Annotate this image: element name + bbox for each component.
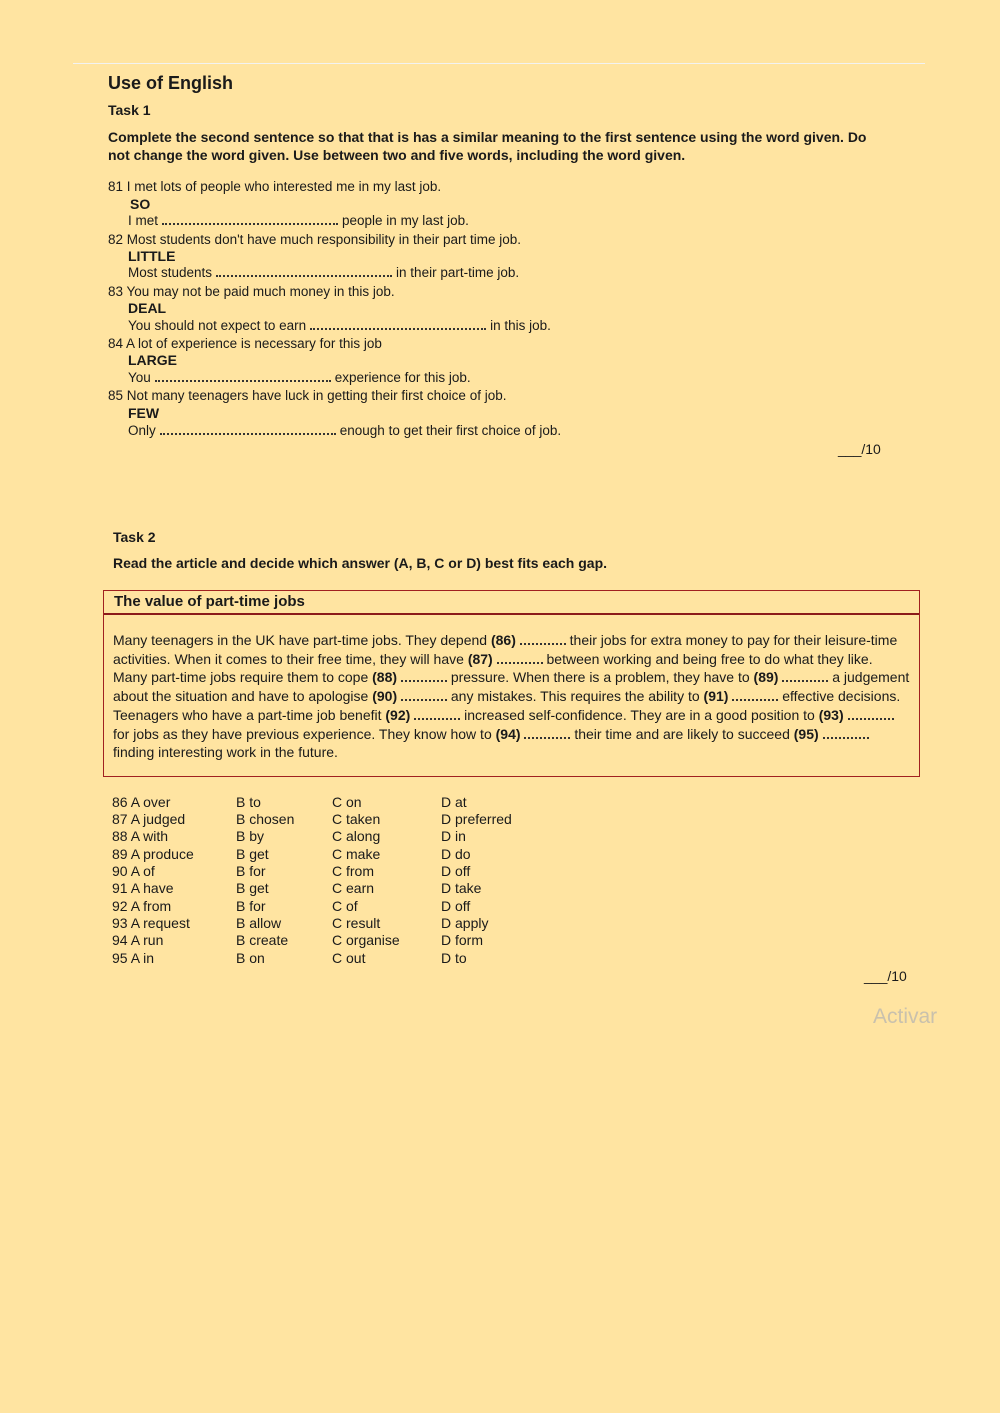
article-title: The value of part-time jobs bbox=[104, 591, 919, 615]
article-segment: a judgement about the situation and have to apologise bbox=[113, 669, 910, 705]
answer-after: in their part-time job. bbox=[396, 265, 520, 280]
answer-after: experience for this job. bbox=[334, 370, 471, 385]
keyword-83: DEAL bbox=[128, 300, 167, 316]
answer-before: I met bbox=[128, 213, 159, 228]
answer-line-84 bbox=[128, 370, 471, 385]
option-90-b[interactable]: B for bbox=[236, 863, 266, 879]
page-title: Use of English bbox=[108, 73, 234, 93]
keyword-85: FEW bbox=[128, 405, 160, 421]
option-86-d[interactable]: D at bbox=[441, 794, 467, 810]
task2-score: ___/10 bbox=[864, 968, 907, 984]
gap-92[interactable] bbox=[414, 708, 460, 720]
option-90-d[interactable]: D off bbox=[441, 863, 471, 879]
question-83: 83 You may not be paid much money in this job. bbox=[108, 284, 395, 299]
gap-number-92: (92) bbox=[385, 706, 411, 723]
option-93-a[interactable]: 93 A request bbox=[112, 915, 190, 931]
question-81: 81 I met lots of people who interested me in my last job. bbox=[108, 179, 442, 194]
option-93-d[interactable]: D apply bbox=[441, 915, 489, 931]
gap-88[interactable] bbox=[401, 670, 447, 682]
option-93-b[interactable]: B allow bbox=[236, 915, 282, 931]
gap-number-91: (91) bbox=[703, 688, 729, 705]
keyword-84: LARGE bbox=[128, 352, 177, 368]
option-95-a[interactable]: 95 A in bbox=[112, 950, 155, 966]
option-94-a[interactable]: 94 A run bbox=[112, 932, 164, 948]
option-91-b[interactable]: B get bbox=[236, 880, 269, 896]
option-88-b[interactable]: B by bbox=[236, 828, 265, 844]
option-88-c[interactable]: C along bbox=[332, 828, 381, 844]
option-91-a[interactable]: 91 A have bbox=[112, 880, 174, 896]
gap-93[interactable] bbox=[848, 708, 894, 720]
answer-blank[interactable] bbox=[310, 318, 486, 330]
article-segment: between working and being free to do what they like. Many part-time jobs require them to cope bbox=[113, 650, 873, 686]
option-86-a[interactable]: 86 A over bbox=[112, 794, 171, 810]
answer-before: Most students bbox=[128, 265, 213, 280]
gap-89[interactable] bbox=[782, 670, 828, 682]
article-segment: finding interesting work in the future. bbox=[113, 744, 338, 761]
activation-watermark: Activar bbox=[873, 1005, 938, 1028]
option-93-c[interactable]: C result bbox=[332, 915, 381, 931]
answer-line-83 bbox=[128, 318, 551, 333]
answer-line-85 bbox=[128, 423, 561, 438]
option-91-c[interactable]: C earn bbox=[332, 880, 375, 896]
option-91-d[interactable]: D take bbox=[441, 880, 482, 896]
task1-score: ___/10 bbox=[838, 441, 881, 457]
gap-number-88: (88) bbox=[372, 669, 398, 686]
task2-instructions: Read the article and decide which answer (A, B, C or D) best fits each gap. bbox=[113, 555, 608, 571]
option-92-d[interactable]: D off bbox=[441, 898, 471, 914]
answer-blank[interactable] bbox=[216, 265, 392, 277]
answer-after: people in my last job. bbox=[342, 213, 469, 228]
option-90-a[interactable]: 90 A of bbox=[112, 863, 155, 879]
gap-90[interactable] bbox=[401, 689, 447, 701]
answer-blank[interactable] bbox=[160, 423, 336, 435]
answer-line-81 bbox=[128, 213, 469, 228]
answer-line-82 bbox=[128, 265, 519, 280]
option-94-b[interactable]: B create bbox=[236, 932, 289, 948]
option-90-c[interactable]: C from bbox=[332, 863, 374, 879]
gap-86[interactable] bbox=[520, 633, 566, 645]
keyword-81: SO bbox=[130, 196, 151, 212]
answer-before: You should not expect to earn bbox=[128, 318, 307, 333]
top-rule bbox=[73, 63, 925, 64]
option-87-b[interactable]: B chosen bbox=[236, 811, 295, 827]
gap-number-94: (94) bbox=[495, 725, 521, 742]
option-89-b[interactable]: B get bbox=[236, 846, 269, 862]
task1-instructions: Complete the second sentence so that that is has a similar meaning to the first sentence using the word given. Do not change the word given. Use between two and five words, including the word given. bbox=[108, 129, 867, 163]
gap-87[interactable] bbox=[497, 652, 543, 664]
question-82: 82 Most students don't have much responsibility in their part time job. bbox=[108, 232, 522, 247]
option-95-c[interactable]: C out bbox=[332, 950, 366, 966]
question-84: 84 A lot of experience is necessary for this job bbox=[108, 336, 382, 351]
option-87-d[interactable]: D preferred bbox=[441, 811, 512, 827]
option-86-c[interactable]: C on bbox=[332, 794, 362, 810]
article-segment: Many teenagers in the UK have part-time jobs. They depend bbox=[113, 632, 488, 648]
article-segment: effective decisions. Teenagers who have a part-time job benefit bbox=[113, 688, 901, 723]
option-88-a[interactable]: 88 A with bbox=[112, 828, 169, 844]
option-92-c[interactable]: C of bbox=[332, 898, 358, 914]
option-86-b[interactable]: B to bbox=[236, 794, 261, 810]
gap-number-95: (95) bbox=[793, 725, 819, 742]
option-88-d[interactable]: D in bbox=[441, 828, 466, 844]
option-89-d[interactable]: D do bbox=[441, 846, 471, 862]
article-segment: for jobs as they have previous experience. They know how to bbox=[113, 725, 492, 742]
article-box bbox=[103, 590, 920, 777]
gap-95[interactable] bbox=[823, 727, 869, 739]
option-94-c[interactable]: C organise bbox=[332, 932, 400, 948]
option-95-b[interactable]: B on bbox=[236, 950, 265, 966]
article-segment: increased self-confidence. They are in a good position to bbox=[464, 706, 815, 723]
gap-94[interactable] bbox=[524, 727, 570, 739]
article-text bbox=[113, 631, 910, 762]
article-segment: their time and are likely to succeed bbox=[574, 725, 790, 742]
keyword-82: LITTLE bbox=[128, 248, 176, 264]
article-segment: their jobs for extra money to pay for their leisure-time activities. When it comes to their free time, they will have bbox=[113, 632, 898, 667]
option-92-b[interactable]: B for bbox=[236, 898, 266, 914]
option-94-d[interactable]: D form bbox=[441, 932, 483, 948]
gap-number-87: (87) bbox=[467, 650, 493, 667]
option-92-a[interactable]: 92 A from bbox=[112, 898, 172, 914]
option-87-a[interactable]: 87 A judged bbox=[112, 811, 186, 827]
question-85: 85 Not many teenagers have luck in getting their first choice of job. bbox=[108, 388, 507, 403]
answer-before: You bbox=[128, 370, 151, 385]
gap-number-93: (93) bbox=[818, 706, 844, 723]
gap-number-90: (90) bbox=[372, 688, 398, 705]
answer-before: Only bbox=[128, 423, 156, 438]
answer-blank[interactable] bbox=[162, 213, 338, 225]
option-89-a[interactable]: 89 A produce bbox=[112, 846, 194, 862]
gap-91[interactable] bbox=[732, 689, 778, 701]
gap-number-86: (86) bbox=[490, 632, 516, 648]
answer-blank[interactable] bbox=[155, 370, 331, 382]
answer-after: enough to get their first choice of job. bbox=[339, 423, 562, 438]
option-87-c[interactable]: C taken bbox=[332, 811, 381, 827]
option-95-d[interactable]: D to bbox=[441, 950, 467, 966]
task1-title: Task 1 bbox=[108, 102, 151, 118]
answer-after: in this job. bbox=[490, 318, 551, 333]
option-89-c[interactable]: C make bbox=[332, 846, 381, 862]
gap-number-89: (89) bbox=[753, 669, 779, 686]
task2-title: Task 2 bbox=[113, 529, 156, 545]
article-segment: any mistakes. This requires the ability to bbox=[450, 688, 700, 705]
article-segment: pressure. When there is a problem, they have to bbox=[450, 669, 750, 686]
